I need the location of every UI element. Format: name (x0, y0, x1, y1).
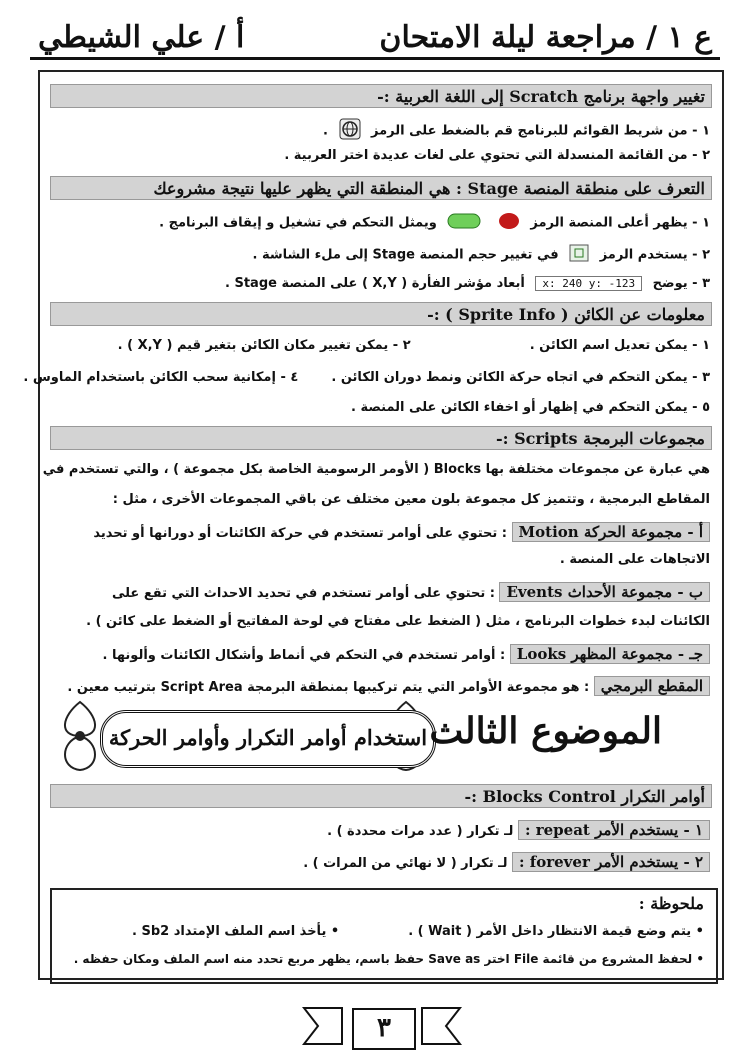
looks-row (52, 644, 710, 664)
page-header (30, 16, 720, 60)
green-flag-icon (447, 212, 481, 234)
stage-step-2-a: ٢ - يستخدم الرمز (599, 247, 710, 263)
sprite-row-1 (52, 338, 710, 353)
scripts-para-2: المقاطع البرمجية ، وتتميز كل مجموعة بلون معين مختلف عن باقي المجموعات الأخرى ، مثل : (112, 492, 710, 507)
events-tag: ب - مجموعة الأحداث Events (499, 582, 710, 602)
section-title-stage: التعرف على منطقة المنصة Stage : هي المنطقة التي يظهر عليها نتيجة مشروعك (50, 176, 712, 200)
events-text-2: الكائنات لبدء خطوات البرنامج ، مثل ( الضغط على مفتاح في لوحة المفاتيح أو الضغط على كائن ) . (86, 614, 710, 629)
content-frame (23, 70, 724, 980)
worksheet-title: ع ١ / مراجعة ليلة الامتحان (379, 20, 712, 55)
topic-title: الموضوع الثالث (429, 710, 662, 752)
header-underline (30, 57, 720, 60)
mouse-coords-readout: x: 240 y: -123 (535, 276, 642, 291)
looks-tag: جـ - مجموعة المظهر Looks (510, 644, 710, 664)
sprite-item-2: ٢ - يمكن تغيير مكان الكائن بتغير قيم ( X,Y ) . (117, 338, 411, 353)
stage-step-2-b: في تغيير حجم المنصة Stage إلى ملء الشاشة . (252, 247, 559, 263)
repeat-tag: ١ - يستخدم الأمر repeat : (518, 820, 710, 840)
stage-step-1-a: ١ - يظهر أعلى المنصة الرمز (530, 215, 710, 231)
globe-icon (339, 118, 361, 144)
topic-banner (46, 696, 726, 776)
section-title-control: أوامر التكرار Blocks Control :- (50, 784, 712, 808)
sprite-item-4: ٤ - إمكانية سحب الكائن باستخدام الماوس . (23, 370, 299, 385)
sprite-item-5: ٥ - يمكن التحكم في إظهار أو اخفاء الكائن على المنصة . (351, 400, 710, 415)
fullscreen-icon (569, 244, 589, 266)
control-forever-row (52, 852, 710, 872)
page-footer (302, 998, 462, 1054)
stage-step-2 (52, 244, 710, 266)
stage-step-3 (52, 276, 710, 291)
sprite-item-1: ١ - يمكن تعديل اسم الكائن . (529, 338, 710, 353)
note-title: ملحوظة : (638, 894, 704, 913)
events-row (52, 582, 710, 602)
looks-text: : أوامر تستخدم في التحكم في أنماط وأشكال الكائنات وألونها . (102, 648, 506, 663)
forever-text: لـ تكرار ( لا نهائي من المرات ) . (303, 856, 508, 871)
stage-step-3-a: ٣ - يوضح (652, 276, 710, 291)
scripts-para-1: هي عبارة عن مجموعات مختلفة بها Blocks ( الأومر الرسومية الخاصة بكل مجموعة ) ، والتي تستخدم في (42, 462, 710, 477)
motion-text-2: الاتجاهات على المنصة . (559, 552, 710, 567)
sprite-item-3: ٣ - يمكن التحكم في اتجاه حركة الكائن ونمط دوران الكائن . (331, 370, 710, 385)
stage-step-1-b: ويمثل التحكم في تشغيل و إيقاف البرنامج . (159, 215, 437, 231)
snippet-text: : هو مجموعة الأوامر التي يتم تركيبها بمنطقة البرمجة Script Area بترتيب معين . (67, 680, 590, 695)
control-repeat-row (52, 820, 710, 840)
note-box (50, 888, 718, 984)
note-row-1 (60, 924, 704, 939)
stage-step-1 (52, 212, 710, 234)
lang-step-2: ٢ - من القائمة المنسدلة التي تحتوي على لغات عديدة اختر العربية . (284, 148, 710, 163)
teacher-name: أ / علي الشيطي (38, 20, 245, 55)
lang-step-1-text: ١ - من شريط القوائم للبرنامج قم بالضغط على الرمز (371, 123, 710, 139)
motion-tag: أ - مجموعة الحركة Motion (512, 522, 710, 542)
note-wait: • يتم وضع قيمة الانتظار داخل الأمر ( Wait ) . (408, 924, 704, 939)
motion-text: : تحتوي على أوامر تستخدم في حركة الكائنات أو دورانها أو تحديد (93, 526, 508, 541)
page-number: ٣ (352, 1008, 416, 1050)
topic-subtitle: استخدام أوامر التكرار وأوامر الحركة (100, 710, 436, 768)
forever-tag: ٢ - يستخدم الأمر forever : (512, 852, 710, 872)
note-extension: • يأخذ اسم الملف الإمتداد Sb2 . (131, 924, 340, 939)
events-text: : تحتوي على أوامر تستخدم في تحديد الاحداث التي تقع على (111, 586, 495, 601)
snippet-tag: المقطع البرمجي (594, 676, 710, 696)
section-title-language: تغيير واجهة برنامج Scratch إلى اللغة العربية :- (50, 84, 712, 108)
note-save: • لحفظ المشروع من قائمة File اختر Save as حفظ باسم، يظهر مربع تحدد منه اسم الملف ومكان حفظه . (73, 952, 704, 966)
section-title-sprite: معلومات عن الكائن ( Sprite Info ) :- (50, 302, 712, 326)
lang-step-1 (52, 118, 710, 144)
snippet-row (52, 676, 710, 696)
repeat-text: لـ تكرار ( عدد مرات محددة ) . (327, 824, 514, 839)
lang-step-1-end: . (323, 123, 328, 139)
section-title-scripts: مجموعات البرمجة Scripts :- (50, 426, 712, 450)
stage-step-3-b: أبعاد مؤشر الفأرة ( X,Y ) على المنصة Stage . (225, 276, 525, 291)
motion-row (52, 522, 710, 542)
worksheet-page (10, 8, 740, 1053)
stop-icon (498, 212, 520, 234)
sprite-row-2 (23, 370, 710, 385)
